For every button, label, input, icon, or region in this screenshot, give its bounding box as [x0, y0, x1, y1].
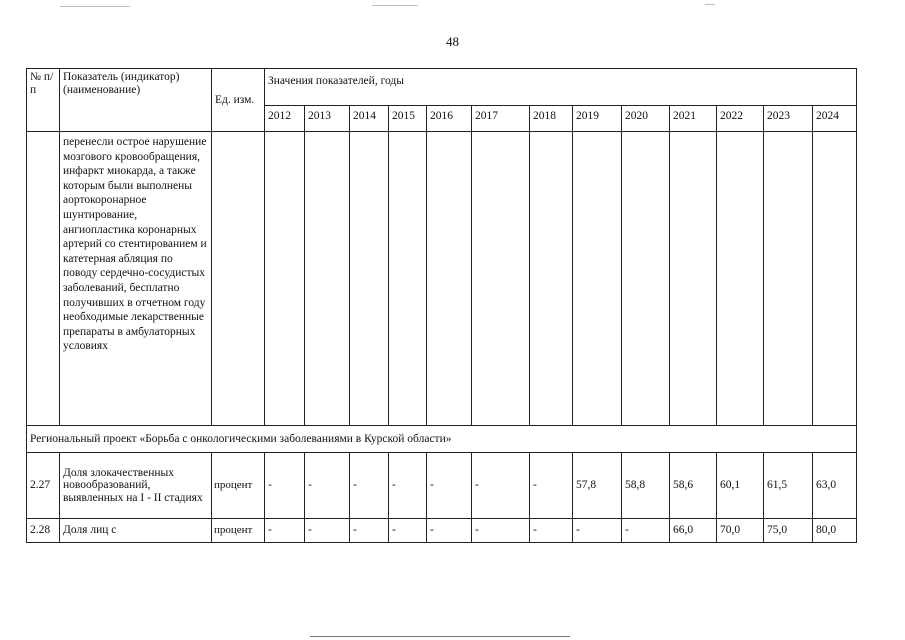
row-value: -	[530, 519, 573, 543]
row-value: -	[350, 453, 389, 519]
row-value	[350, 132, 389, 426]
row-value: 66,0	[670, 519, 717, 543]
row-value: -	[389, 453, 427, 519]
header-year: 2018	[530, 106, 573, 132]
row-value	[764, 132, 813, 426]
row-value	[472, 132, 530, 426]
row-number	[27, 132, 60, 426]
header-number: № п/п	[27, 69, 60, 132]
header-year: 2021	[670, 106, 717, 132]
row-value: 80,0	[813, 519, 857, 543]
header-values-group: Значения показателей, годы	[265, 69, 857, 106]
scan-artifact	[310, 636, 570, 637]
row-value	[717, 132, 764, 426]
row-number: 2.27	[27, 453, 60, 519]
row-value	[530, 132, 573, 426]
row-value: -	[427, 453, 472, 519]
table-header-row	[27, 69, 857, 106]
row-value: -	[265, 519, 305, 543]
scan-artifact	[372, 5, 418, 6]
row-value: -	[305, 453, 350, 519]
row-value: 63,0	[813, 453, 857, 519]
row-value: -	[472, 453, 530, 519]
indicators-table	[26, 68, 857, 543]
table-row-continuation	[27, 132, 857, 426]
row-value: -	[305, 519, 350, 543]
row-value: 75,0	[764, 519, 813, 543]
table-row	[27, 453, 857, 519]
header-year: 2020	[622, 106, 670, 132]
row-value: -	[350, 519, 389, 543]
row-indicator: Доля лиц с	[60, 519, 212, 543]
row-value: -	[573, 519, 622, 543]
header-unit: Ед. изм.	[212, 69, 265, 132]
header-year: 2012	[265, 106, 305, 132]
row-unit: процент	[212, 519, 265, 543]
row-value: -	[427, 519, 472, 543]
header-year: 2019	[573, 106, 622, 132]
header-year: 2014	[350, 106, 389, 132]
row-value: 70,0	[717, 519, 764, 543]
table-row	[27, 519, 857, 543]
row-indicator: перенесли острое нарушение мозгового кровообращения, инфаркт миокарда, а также которым были выполнены аортокоронарное шунтирование, ангиопластика коронарных артерий со стентированием и катетерная абляция по поводу сердечно-сосудистых заболеваний, бесплатно получивших в отчетном году необходимые лекарственные препараты в амбулаторных условиях	[60, 132, 212, 426]
scan-artifact	[705, 4, 715, 5]
row-value: 58,6	[670, 453, 717, 519]
section-title: Региональный проект «Борьба с онкологическими заболеваниями в Курской области»	[27, 426, 857, 453]
row-number: 2.28	[27, 519, 60, 543]
row-value	[573, 132, 622, 426]
header-year: 2015	[389, 106, 427, 132]
row-value: -	[389, 519, 427, 543]
row-value	[813, 132, 857, 426]
header-year: 2024	[813, 106, 857, 132]
header-year: 2023	[764, 106, 813, 132]
row-indicator: Доля злокачественных новообразований, выявленных на I - II стадиях	[60, 453, 212, 519]
row-value: -	[622, 519, 670, 543]
row-value	[265, 132, 305, 426]
header-year: 2017	[472, 106, 530, 132]
scan-artifact	[60, 6, 130, 7]
row-unit: процент	[212, 453, 265, 519]
header-year: 2013	[305, 106, 350, 132]
row-value: 57,8	[573, 453, 622, 519]
row-value: 60,1	[717, 453, 764, 519]
row-unit	[212, 132, 265, 426]
row-value: -	[265, 453, 305, 519]
row-value	[305, 132, 350, 426]
row-value	[389, 132, 427, 426]
row-value: 61,5	[764, 453, 813, 519]
header-indicator: Показатель (индикатор) (наименование)	[60, 69, 212, 132]
section-header-row	[27, 426, 857, 453]
row-value	[427, 132, 472, 426]
row-value: 58,8	[622, 453, 670, 519]
header-year: 2016	[427, 106, 472, 132]
row-value	[622, 132, 670, 426]
row-value	[670, 132, 717, 426]
page-number: 48	[446, 34, 459, 49]
header-year: 2022	[717, 106, 764, 132]
row-value: -	[530, 453, 573, 519]
row-value: -	[472, 519, 530, 543]
